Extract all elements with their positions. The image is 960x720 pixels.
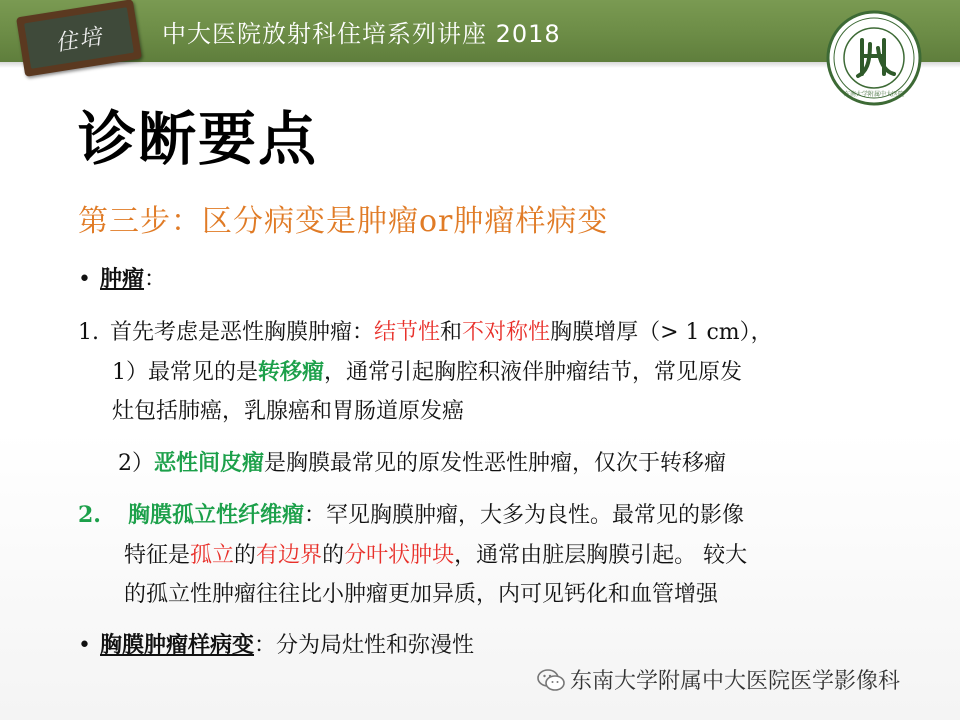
tumor-bullet-line (78, 262, 166, 293)
item2-text-a: ：罕见胸膜肿瘤，大多为良性。最常见的影像 (303, 503, 744, 528)
tumor-like-label: 胸膜肿瘤样病变 (100, 632, 255, 658)
item1-red1: 结节性 (374, 320, 441, 345)
item1-red2: 不对称性 (462, 320, 551, 345)
item2-line2-b: 的 (234, 543, 257, 568)
item1-text-c: 胸膜增厚（> 1 cm）， (550, 320, 773, 345)
item2-line2-a: 特征是 (124, 543, 191, 568)
tumor-like-bullet-line (78, 628, 474, 659)
item1-text-a: 首先考虑是恶性胸膜肿瘤： (110, 320, 375, 345)
item2-line2-c: 的 (322, 543, 345, 568)
item2-line2-d: ，通常由脏层胸膜引起。 较大 (454, 543, 748, 568)
hospital-logo (826, 10, 922, 106)
item1-sub2-b: 是胸膜最常见的原发性恶性肿瘤，仅次于转移瘤 (264, 451, 727, 476)
item1-number: 1. (78, 320, 99, 345)
item1-sub1-green: 转移瘤 (258, 359, 325, 385)
item2-line2 (124, 538, 747, 569)
header-title: 中大医院放射科住培系列讲座 2018 (162, 20, 561, 48)
item1-sub1-line1 (112, 355, 742, 386)
item1-line1 (78, 315, 773, 346)
item1-sub2-a: 2） (118, 451, 154, 476)
item2-red2: 有边界 (256, 543, 323, 568)
colon: ： (144, 267, 167, 292)
page-title: 诊断要点 (78, 105, 319, 173)
bullet-icon: • (78, 267, 91, 292)
item1-sub2-line (118, 446, 726, 477)
chalkboard-badge-text: 住培 (24, 7, 134, 69)
step-subtitle: 第三步：区分病变是肿瘤or肿瘤样病变 (78, 204, 609, 239)
item1-sub1-a: 1）最常见的是 (112, 360, 258, 385)
item2-line3: 的孤立性肿瘤往往比小肿瘤更加异质，内可见钙化和血管增强 (124, 582, 719, 607)
item1-text-b: 和 (440, 320, 463, 345)
colon: ： (254, 633, 277, 658)
item1-sub1-line2: 灶包括肺癌，乳腺癌和胃肠道原发癌 (112, 399, 465, 424)
tumor-like-text: 分为局灶性和弥漫性 (276, 633, 475, 658)
item2-number: 2. (78, 502, 101, 528)
bullet-icon: • (78, 633, 91, 658)
item2-green-title: 胸膜孤立性纤维瘤 (127, 502, 304, 528)
item1-sub1-b: ，通常引起胸腔积液伴肿瘤结节，常见原发 (324, 360, 743, 385)
item2-red1: 孤立 (190, 543, 235, 568)
header-divider (0, 62, 960, 68)
wechat-icon (536, 667, 566, 693)
tumor-label: 肿瘤 (100, 266, 145, 292)
logo-label: 东南大学附属中大医院 (843, 91, 905, 98)
item2-red3: 分叶状肿块 (344, 543, 455, 568)
item1-sub2-green: 恶性间皮瘤 (154, 450, 265, 476)
footer-text: 东南大学附属中大医院医学影像科 (570, 669, 901, 694)
footer-watermark (536, 664, 900, 695)
item2-line1 (78, 498, 744, 529)
